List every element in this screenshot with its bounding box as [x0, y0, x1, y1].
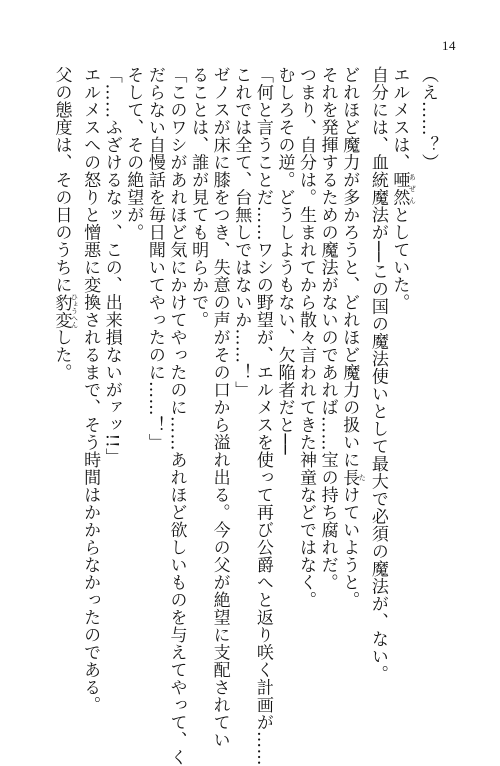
- text-line-11: ることは、誰が見ても明らかで。: [188, 66, 209, 329]
- text-line-14: そして、その絶望が。: [123, 66, 144, 241]
- ruby-reading: あぜん: [408, 171, 417, 206]
- ruby-suffix: けていようと。: [339, 486, 360, 609]
- ruby-word-ta: 長 た: [339, 468, 367, 486]
- text-line-4: [338, 66, 367, 666]
- text-line-9: これでは全て、台無しではないか……！」: [231, 66, 252, 399]
- body-text: [50, 66, 438, 766]
- text-line-13: だらない自慢話を毎日聞いてやったのに……！」: [144, 66, 165, 451]
- ruby-word-hyouhen: 豹変 ひょうへん: [51, 293, 79, 329]
- page-number: 14: [442, 38, 456, 53]
- ruby-suffix: した。: [51, 328, 72, 381]
- text-line-12: 「このワシがあれほど気にかけてやったのに……あれほど欲しいものを与えてやって、く: [166, 66, 187, 766]
- text-line-17: [50, 66, 79, 666]
- ruby-prefix: エルメスは、: [389, 66, 410, 171]
- ruby-reading: た: [358, 468, 367, 486]
- text-line-5: それを発揮するための魔法がないのであれば……宝の持ち腐れだ。: [317, 66, 338, 591]
- text-line-15: 「……ふざけるなッ、この、出来損ないがァッ!!」: [101, 66, 122, 466]
- text-line-3: 自分には、血統魔法が──この国の魔法使いとして最大で必須の魔法が、ない。: [367, 66, 388, 683]
- ruby-word-azen: 唖然 あぜん: [389, 171, 417, 206]
- text-line-16: エルメスへの怒りと憎悪に変換されるまで、そう時間はかからなかったのである。: [80, 66, 101, 714]
- ruby-prefix: どれほど魔力が多かろうと、どれほど魔力の扱いに: [339, 66, 360, 469]
- ruby-reading: ひょうへん: [70, 293, 79, 329]
- ruby-suffix: としていた。: [389, 206, 410, 311]
- text-line-8: 「何と言うことだ……ワシの野望が、エルメスを使って再び公爵へと返り咲く計画が……: [252, 66, 273, 766]
- text-line-2: [388, 66, 417, 666]
- text-line-6: つまり、自分は。生まれてから散々言われてきた神童などではなく。: [296, 66, 317, 609]
- text-line-7: むしろその逆。どうしようもない、欠陥者だと──: [274, 66, 295, 455]
- ruby-prefix: 父の態度は、その日のうちに: [51, 66, 72, 294]
- text-line-1: （え……？）: [418, 66, 438, 171]
- text-line-10: ゼノスが床に膝をつき、失意の声がその口から溢れ出る。今の父が絶望に支配されてい: [209, 66, 230, 749]
